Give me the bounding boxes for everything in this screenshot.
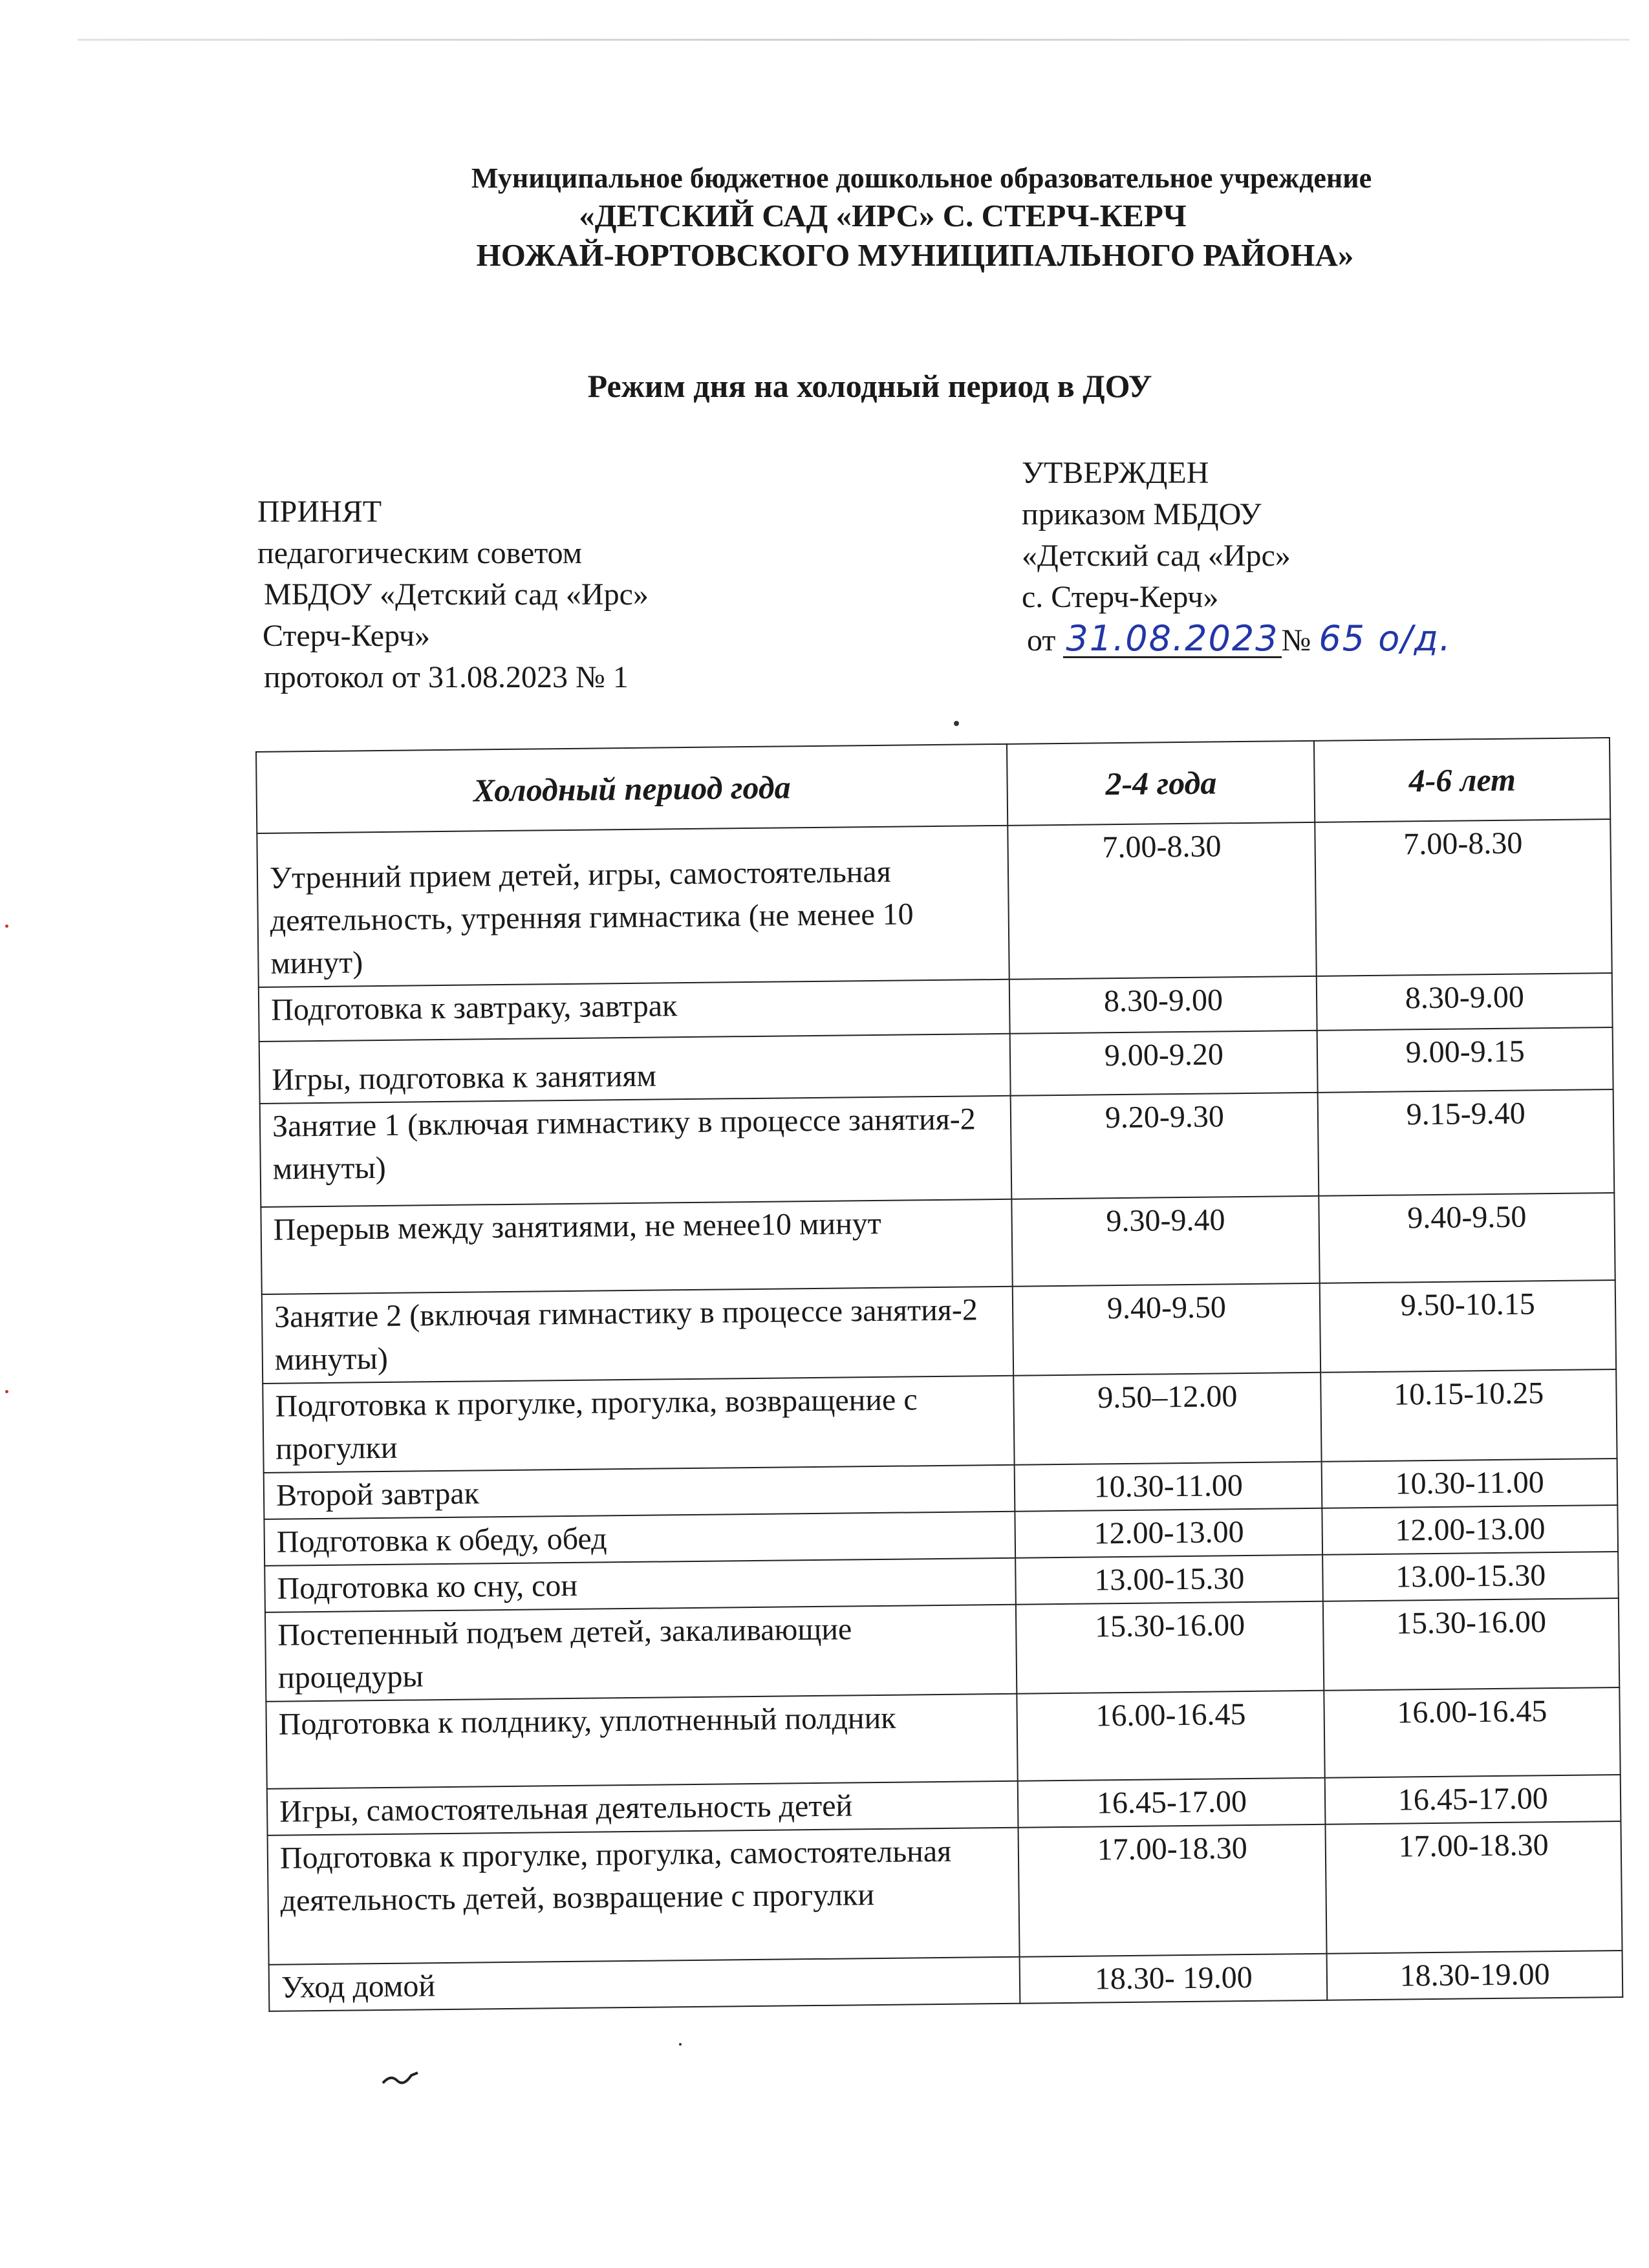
approved-line-2: «Детский сад «Ирс» xyxy=(1022,539,1291,573)
activity-cell: Подготовка ко сну, сон xyxy=(264,1558,1016,1612)
time-4-6-cell: 15.30-16.00 xyxy=(1323,1598,1619,1691)
accepted-label: ПРИНЯТ xyxy=(257,495,382,529)
activity-cell: Подготовка к завтраку, завтрак xyxy=(259,979,1010,1042)
accepted-block xyxy=(257,491,649,698)
time-2-4-cell: 9.00-9.20 xyxy=(1010,1031,1318,1096)
approved-prefix: от xyxy=(1027,623,1056,658)
approved-number-handwritten: 65 о/д. xyxy=(1319,618,1452,659)
scan-mark-squiggle xyxy=(382,2069,420,2088)
time-4-6-cell: 18.30-19.00 xyxy=(1327,1951,1622,2000)
time-4-6-cell: 17.00-18.30 xyxy=(1326,1821,1622,1954)
accepted-line-1: педагогическим советом xyxy=(257,536,583,570)
document-title: Режим дня на холодный период в ДОУ xyxy=(587,368,1152,404)
time-4-6-cell: 9.50-10.15 xyxy=(1320,1280,1616,1373)
time-2-4-cell: 9.40-9.50 xyxy=(1013,1283,1321,1376)
time-4-6-cell: 7.00-8.30 xyxy=(1315,819,1612,976)
time-2-4-cell: 8.30-9.00 xyxy=(1009,976,1317,1034)
approved-line-3: с. Стерч-Керч» xyxy=(1022,580,1219,614)
time-2-4-cell: 10.30-11.00 xyxy=(1015,1462,1322,1512)
time-4-6-cell: 12.00-13.00 xyxy=(1322,1505,1618,1555)
time-2-4-cell: 9.20-9.30 xyxy=(1011,1093,1319,1199)
accepted-line-2: МБДОУ «Детский сад «Ирс» xyxy=(264,577,649,612)
activity-cell: Подготовка к прогулке, прогулка, возвращение с прогулки xyxy=(263,1376,1015,1473)
activity-cell: Игры, самостоятельная деятельность детей xyxy=(267,1781,1018,1835)
scan-speck xyxy=(679,2043,682,2046)
table-row xyxy=(263,1369,1617,1473)
table-row xyxy=(257,819,1611,987)
org-header-line-2: «ДЕТСКИЙ САД «ИРС» С. СТЕРЧ-КЕРЧ xyxy=(579,198,1187,233)
schedule-table xyxy=(255,737,1623,2012)
table-row xyxy=(260,1089,1615,1207)
activity-cell: Подготовка к полднику, уплотненный полдник xyxy=(266,1694,1018,1789)
approved-number-sign: № xyxy=(1281,623,1311,658)
activity-cell: Подготовка к прогулке, прогулка, самостоятельная деятельность детей, возвращение с прогулки xyxy=(268,1828,1020,1965)
activity-cell: Подготовка к обеду, обед xyxy=(264,1512,1015,1566)
time-4-6-cell: 8.30-9.00 xyxy=(1317,973,1612,1031)
table-row xyxy=(265,1598,1619,1702)
activity-cell: Уход домой xyxy=(269,1957,1020,2011)
time-2-4-cell: 18.30- 19.00 xyxy=(1020,1954,1328,2004)
org-header xyxy=(0,162,1649,273)
time-4-6-cell: 16.45-17.00 xyxy=(1325,1775,1621,1824)
accepted-line-3: Стерч-Керч» xyxy=(263,619,431,653)
org-header-line-1: Муниципальное бюджетное дошкольное образовательное учреждение xyxy=(471,162,1372,194)
approved-block xyxy=(1022,453,1452,661)
approved-line-1: приказом МБДОУ xyxy=(1022,497,1262,531)
time-2-4-cell: 16.45-17.00 xyxy=(1018,1778,1326,1828)
time-4-6-cell: 10.15-10.25 xyxy=(1321,1369,1617,1462)
time-2-4-cell: 17.00-18.30 xyxy=(1018,1824,1327,1957)
activity-cell: Утренний прием детей, игры, самостоятельная деятельность, утренняя гимнастика (не менее 10 минут) xyxy=(257,826,1009,987)
header-age-2-4: 2-4 года xyxy=(1007,741,1315,826)
time-2-4-cell: 9.50–12.00 xyxy=(1013,1373,1322,1465)
table-row xyxy=(266,1687,1620,1789)
org-header-line-3: НОЖАЙ-ЮРТОВСКОГО МУНИЦИПАЛЬНОГО РАЙОНА» xyxy=(476,237,1354,273)
approved-label: УТВЕРЖДЕН xyxy=(1022,456,1209,490)
approved-date-handwritten: 31.08.2023 xyxy=(1063,621,1281,658)
activity-cell: Занятие 1 (включая гимнастику в процессе занятия-2 минуты) xyxy=(260,1096,1012,1207)
time-4-6-cell: 10.30-11.00 xyxy=(1322,1459,1617,1508)
approved-order-line xyxy=(1027,618,1452,661)
time-4-6-cell: 9.40-9.50 xyxy=(1319,1193,1615,1283)
table-row xyxy=(262,1280,1616,1384)
scan-speck xyxy=(5,1390,8,1393)
scan-edge xyxy=(78,39,1630,41)
time-4-6-cell: 16.00-16.45 xyxy=(1324,1687,1621,1778)
activity-cell: Игры, подготовка к занятиям xyxy=(259,1034,1011,1104)
time-4-6-cell: 9.15-9.40 xyxy=(1318,1089,1614,1196)
time-2-4-cell: 16.00-16.45 xyxy=(1017,1691,1326,1781)
time-2-4-cell: 12.00-13.00 xyxy=(1015,1508,1323,1558)
time-2-4-cell: 15.30-16.00 xyxy=(1016,1601,1324,1694)
time-4-6-cell: 9.00-9.15 xyxy=(1317,1027,1613,1093)
activity-cell: Второй завтрак xyxy=(264,1465,1015,1519)
activity-cell: Перерыв между занятиями, не менее10 минут xyxy=(261,1199,1013,1294)
table-row xyxy=(261,1193,1615,1294)
table-header-row xyxy=(256,738,1610,833)
scan-speck xyxy=(954,721,959,726)
table-row xyxy=(268,1821,1622,1965)
time-4-6-cell: 13.00-15.30 xyxy=(1323,1552,1619,1601)
time-2-4-cell: 7.00-8.30 xyxy=(1008,822,1317,979)
activity-cell: Постепенный подъем детей, закаливающие процедуры xyxy=(265,1605,1017,1702)
scan-speck xyxy=(5,925,8,928)
accepted-line-4: протокол от 31.08.2023 № 1 xyxy=(264,660,629,694)
activity-cell: Занятие 2 (включая гимнастику в процессе занятия-2 минуты) xyxy=(262,1287,1014,1384)
header-period: Холодный период года xyxy=(256,744,1008,833)
time-2-4-cell: 9.30-9.40 xyxy=(1012,1196,1320,1287)
header-age-4-6: 4-6 лет xyxy=(1314,738,1610,822)
time-2-4-cell: 13.00-15.30 xyxy=(1015,1555,1323,1605)
